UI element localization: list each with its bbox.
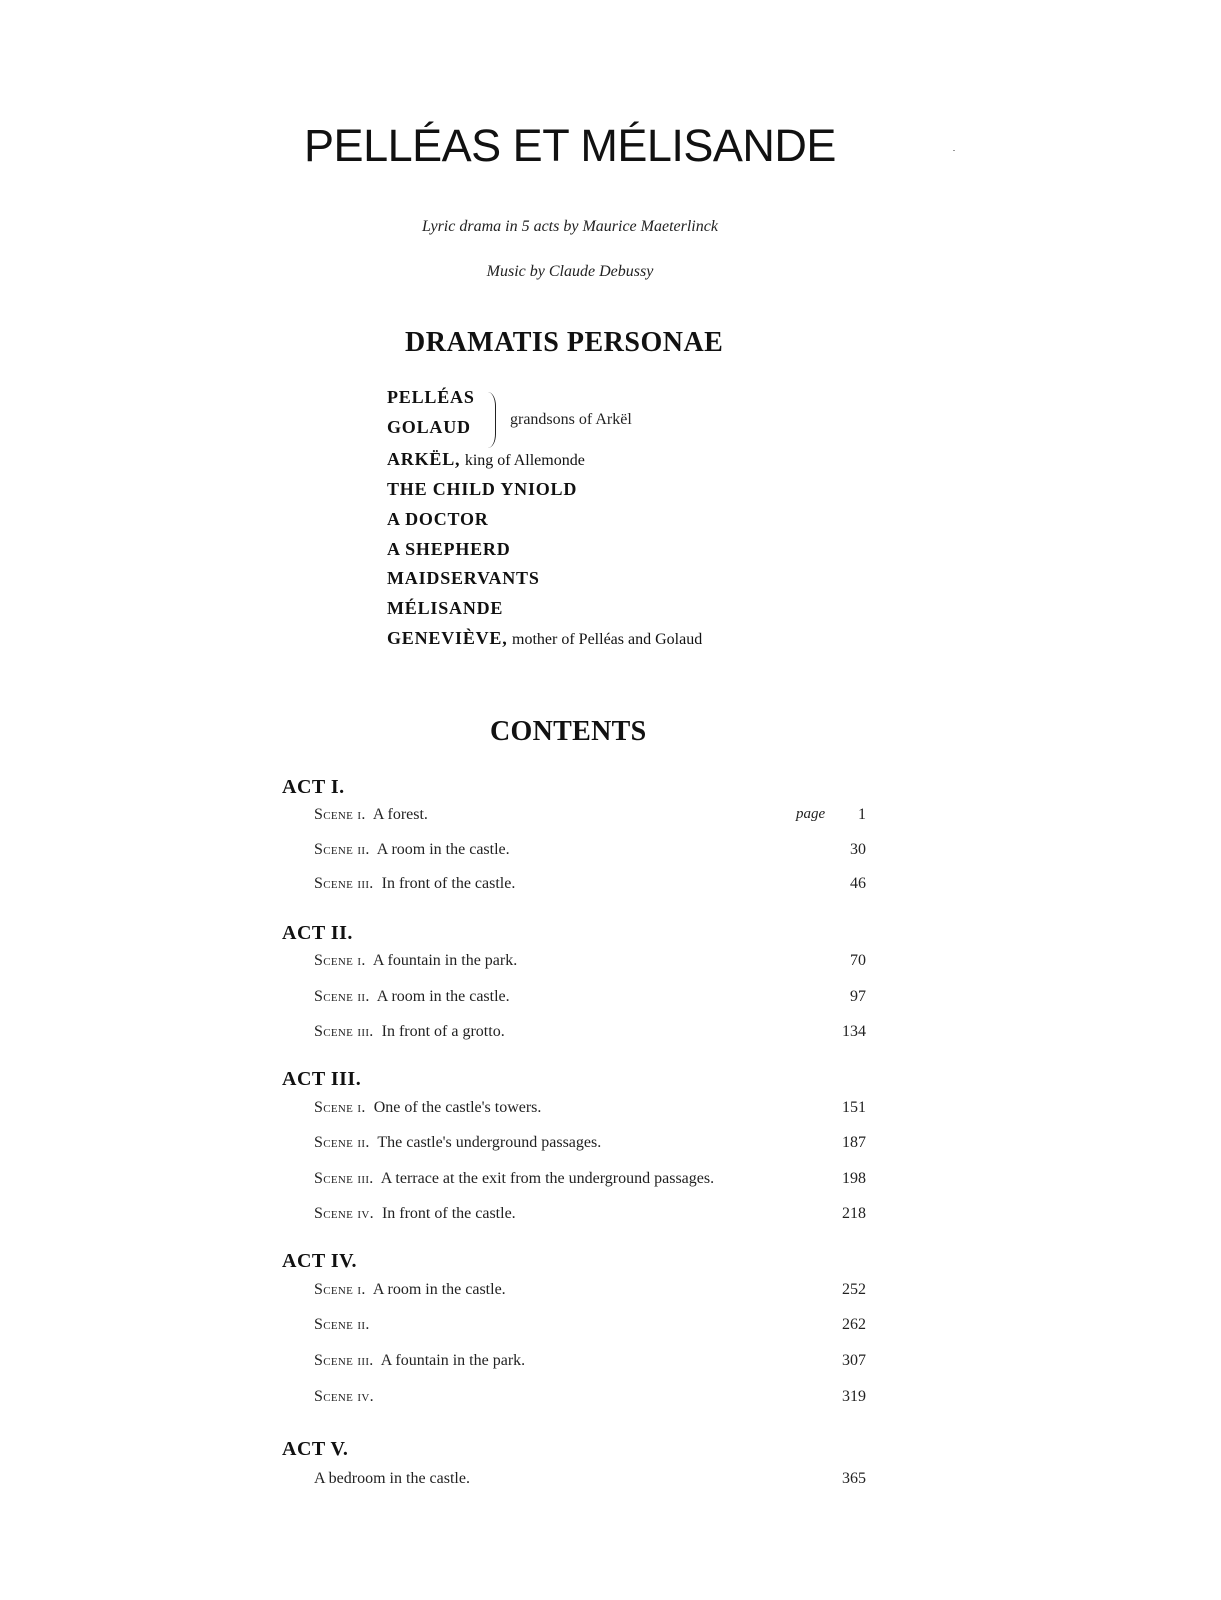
- act-heading: ACT II.: [282, 922, 353, 944]
- scene-number: Scene i.: [314, 952, 366, 969]
- scene-number: Scene i.: [314, 1281, 366, 1298]
- scene-number: Scene iii.: [314, 1352, 374, 1369]
- scene-entry: [314, 988, 510, 1006]
- character-shepherd: [387, 539, 511, 560]
- page-number: 151: [842, 1099, 866, 1116]
- scene-description: In front of a grotto.: [381, 1023, 505, 1040]
- subtitle-librettist: Lyric drama in 5 acts by Maurice Maeterlinck: [422, 218, 718, 235]
- subtitle-composer: Music by Claude Debussy: [486, 263, 654, 280]
- scene-entry: [314, 806, 428, 824]
- page-title: PELLÉAS ET MÉLISANDE: [304, 120, 836, 171]
- page-number: 70: [850, 952, 866, 969]
- scene-entry: [314, 1134, 601, 1152]
- character-maidservants: [387, 568, 540, 589]
- scene-description: A bedroom in the castle.: [314, 1470, 470, 1487]
- character-name: GOLAUD: [387, 417, 471, 437]
- scene-description: A room in the castle.: [376, 841, 510, 858]
- character-name: PELLÉAS: [387, 387, 475, 407]
- page-number: 97: [850, 988, 866, 1005]
- scene-number: Scene i.: [314, 806, 366, 823]
- scene-entry: [314, 1281, 506, 1299]
- page-number: 365: [842, 1470, 866, 1487]
- page-number: 46: [850, 875, 866, 892]
- scene-entry: [314, 1352, 525, 1370]
- contents-heading: CONTENTS: [490, 716, 647, 747]
- scene-entry: [314, 1388, 374, 1406]
- act-heading: ACT IV.: [282, 1250, 358, 1272]
- character-name: A SHEPHERD: [387, 539, 511, 559]
- scene-entry: [314, 1023, 505, 1041]
- character-name: A DOCTOR: [387, 509, 489, 529]
- character-name: ARKËL,: [387, 449, 461, 469]
- scene-description: One of the castle's towers.: [373, 1099, 542, 1116]
- act-heading: ACT III.: [282, 1068, 362, 1090]
- character-description: king of Allemonde: [464, 452, 585, 469]
- scene-number: Scene ii.: [314, 988, 370, 1005]
- page-number: 252: [842, 1281, 866, 1298]
- act-heading: ACT I.: [282, 776, 345, 798]
- character-yniold: [387, 479, 577, 500]
- page-number: 134: [842, 1023, 866, 1040]
- scene-number: Scene iii.: [314, 1170, 374, 1187]
- dramatis-personae-heading: DRAMATIS PERSONAE: [405, 327, 724, 358]
- scene-number: Scene ii.: [314, 1316, 370, 1333]
- scene-entry: [314, 1170, 714, 1188]
- character-name: MÉLISANDE: [387, 598, 504, 618]
- scene-description: A fountain in the park.: [380, 1352, 526, 1369]
- page-column-label: page: [796, 806, 826, 822]
- scene-number: Scene iii.: [314, 1023, 374, 1040]
- scene-description: A room in the castle.: [376, 988, 510, 1005]
- page-number: 30: [850, 841, 866, 858]
- character-genevieve: [387, 628, 702, 649]
- character-name: MAIDSERVANTS: [387, 568, 540, 588]
- character-melisande: [387, 598, 503, 619]
- scene-entry: [314, 1205, 516, 1223]
- scene-entry: [314, 1316, 370, 1334]
- page-number: 218: [842, 1205, 866, 1222]
- scene-description: A forest.: [372, 806, 428, 823]
- scene-entry: [314, 875, 515, 893]
- scene-entry: [314, 841, 510, 859]
- character-name: THE CHILD YNIOLD: [387, 479, 578, 499]
- scene-entry: [314, 952, 517, 970]
- scene-description: A fountain in the park.: [372, 952, 518, 969]
- page-number: 307: [842, 1352, 866, 1369]
- grandsons-note: grandsons of Arkël: [510, 411, 632, 428]
- page-number: 319: [842, 1388, 866, 1405]
- scene-description: A room in the castle.: [372, 1281, 506, 1298]
- scene-number: Scene iv.: [314, 1388, 374, 1405]
- character-golaud: [387, 417, 471, 438]
- act-heading: ACT V.: [282, 1438, 349, 1460]
- character-description: mother of Pelléas and Golaud: [512, 631, 703, 648]
- character-name: GENEVIÈVE,: [387, 628, 508, 648]
- page-number: 1: [858, 806, 866, 823]
- character-arkel: [387, 449, 585, 470]
- scene-number: Scene ii.: [314, 1134, 370, 1151]
- scene-number: Scene ii.: [314, 841, 370, 858]
- page-number: 262: [842, 1316, 866, 1333]
- scene-entry: [314, 1099, 541, 1117]
- scene-description: A terrace at the exit from the underground passages.: [380, 1170, 715, 1187]
- character-pelleas: [387, 387, 475, 408]
- page-number: 187: [842, 1134, 866, 1151]
- scene-description: The castle's underground passages.: [377, 1134, 602, 1151]
- scene-number: Scene i.: [314, 1099, 366, 1116]
- brace: [487, 392, 496, 448]
- scene-number: Scene iv.: [314, 1205, 374, 1222]
- page-number: 198: [842, 1170, 866, 1187]
- scene-description: In front of the castle.: [381, 875, 516, 892]
- character-doctor: [387, 509, 489, 530]
- scene-entry: [314, 1470, 470, 1488]
- scene-description: In front of the castle.: [381, 1205, 516, 1222]
- scene-number: Scene iii.: [314, 875, 374, 892]
